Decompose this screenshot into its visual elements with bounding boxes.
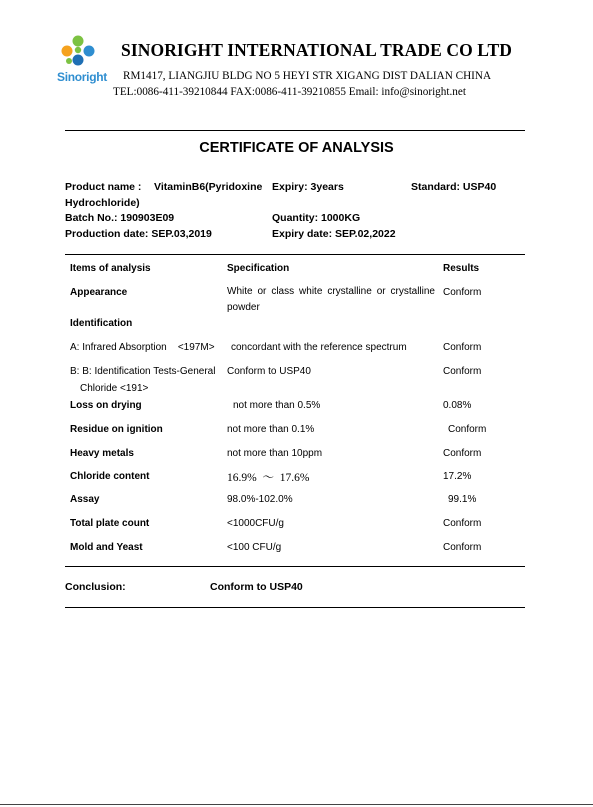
table-row-spec: 16.9% ～ 17.6% [227,472,310,484]
table-row-spec: not more than 0.1% [227,424,315,435]
table-row-item: B: B: Identification Tests-General [70,366,216,377]
column-header-results: Results [443,263,480,274]
table-row-result: 99.1% [448,494,477,505]
table-row-spec: <100 CFU/g [227,542,282,553]
table-row-item: Assay [70,494,100,505]
table-row-spec: 98.0%-102.0% [227,494,293,505]
quantity: Quantity: 1000KG [272,212,361,224]
table-row-spec: not more than 10ppm [227,448,323,459]
conclusion-divider [65,607,525,608]
table-row-spec: concordant with the reference spectrum [231,342,407,353]
document-title: CERTIFICATE OF ANALYSIS [199,140,394,156]
table-row-result: Conform [443,342,482,353]
table-row-item: A: Infrared Absorption <197M> [70,342,215,353]
table-row-spec: Conform to USP40 [227,366,311,377]
product-name-value-line2: Hydrochloride) [65,197,140,209]
conclusion-label: Conclusion: [65,581,126,593]
header-divider [65,130,525,131]
table-row-item: Identification [70,318,133,329]
expiry-date: Expiry date: SEP.02,2022 [272,228,396,240]
table-row-item: Chloride content [70,471,150,482]
table-row-result: Conform [443,542,482,553]
company-contact: TEL:0086-411-39210844 FAX:0086-411-39210855 Email: info@sinoright.net [113,86,466,98]
page-bottom-edge [0,804,593,805]
column-header-specification: Specification [227,263,290,274]
table-row-spec: White or class white crystalline or crystalline powder [227,286,435,313]
column-header-item: Items of analysis [70,263,151,274]
table-top-divider [65,254,525,255]
table-row-result: 17.2% [443,471,472,482]
company-address: RM1417, LIANGJIU BLDG NO 5 HEYI STR XIGANG DIST DALIAN CHINA [123,70,492,82]
product-name-value: VitaminB6(Pyridoxine [154,181,263,193]
table-row-spec: not more than 0.5% [233,400,321,411]
table-row-result: Conform [443,448,482,459]
table-row-item-line2: Chloride <191> [80,383,149,394]
logo-text: Sinoright [57,70,107,84]
table-row-item: Total plate count [70,518,150,529]
company-name: SINORIGHT INTERNATIONAL TRADE CO LTD [121,40,512,60]
table-row-result: 0.08% [443,400,472,411]
batch-number: Batch No.: 190903E09 [65,212,175,224]
table-row-item: Residue on ignition [70,424,163,435]
table-row-item: Heavy metals [70,448,134,459]
table-bottom-divider [65,566,525,567]
table-row-result: Conform [448,424,487,435]
product-name-label: Product name : [65,181,142,193]
table-row-spec: <1000CFU/g [227,518,284,529]
product-expiry: Expiry: 3years [272,181,344,193]
production-date: Production date: SEP.03,2019 [65,228,212,240]
table-row-item: Loss on drying [70,400,142,411]
table-row-result: Conform [443,366,482,377]
table-row-item: Appearance [70,287,128,298]
table-row-item: Mold and Yeast [70,542,143,553]
table-row-result: Conform [443,287,482,298]
conclusion-value: Conform to USP40 [210,581,303,593]
product-standard: Standard: USP40 [411,181,497,193]
table-row-result: Conform [443,518,482,529]
